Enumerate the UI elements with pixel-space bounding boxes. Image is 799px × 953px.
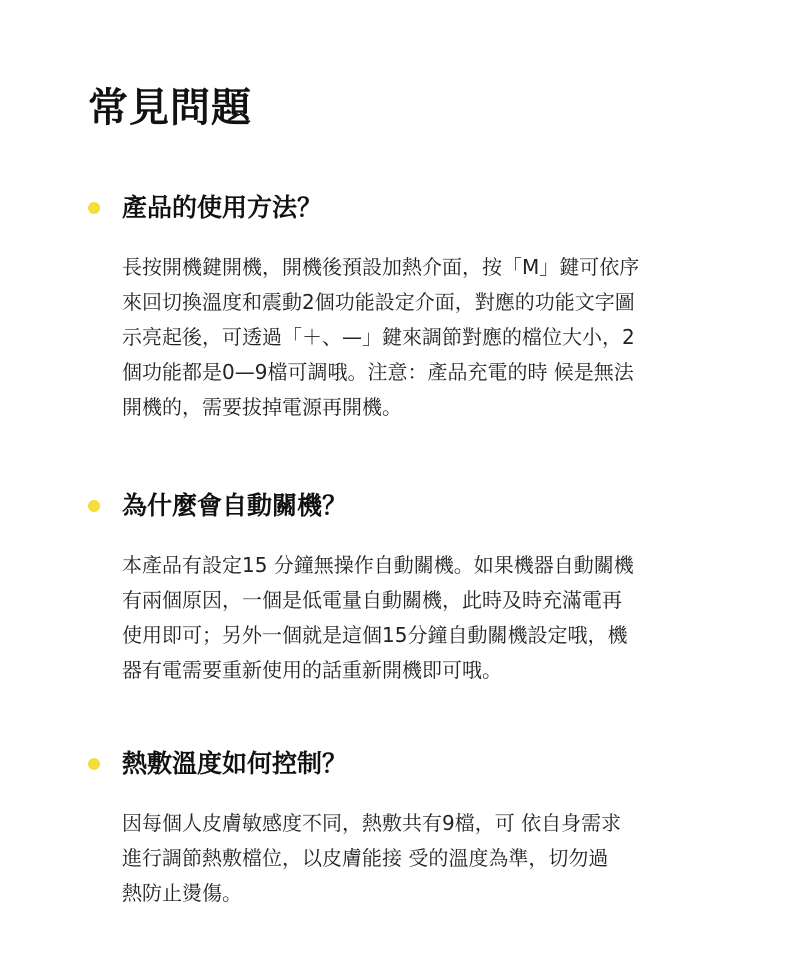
answer-line: 來回切換溫度和震動2個功能設定介面，對應的功能文字圖 (122, 290, 635, 314)
answer-line: 熱防止燙傷。 (122, 881, 242, 905)
bullet-dot-icon (88, 758, 100, 770)
faq-answer (122, 806, 712, 911)
answer-line: 器有電需要重新使用的話重新開機即可哦。 (122, 658, 502, 682)
answer-line: 使用即可；另外一個就是這個15分鐘自動關機設定哦，機 (122, 623, 628, 647)
faq-item-auto-shutdown (0, 486, 799, 682)
answer-line: 有兩個原因，一個是低電量自動關機，此時及時充滿電再 (122, 588, 622, 612)
faq-question: 產品的使用方法？ (122, 193, 323, 222)
faq-question-row (0, 188, 799, 228)
faq-item-usage (0, 188, 799, 419)
answer-line: 本產品有設定15 分鐘無操作自動關機。如果機器自動關機 (122, 553, 634, 577)
answer-line: 進行調節熱敷檔位，以皮膚能接 受的溫度為準，切勿過 (122, 846, 609, 870)
faq-answer (122, 548, 712, 688)
faq-question-row (0, 486, 799, 526)
page-title: 常見問題 (88, 85, 252, 131)
bullet-dot-icon (88, 202, 100, 214)
answer-line: 長按開機鍵開機，開機後預設加熱介面，按「M」鍵可依序 (122, 255, 640, 279)
bullet-dot-icon (88, 500, 100, 512)
answer-line: 因每個人皮膚敏感度不同，熱敷共有9檔，可 依自身需求 (122, 811, 622, 835)
faq-question: 為什麼會自動關機？ (122, 491, 348, 520)
faq-item-heat-control (0, 744, 799, 905)
answer-line: 個功能都是0—9檔可調哦。注意：產品充電的時 候是無法 (122, 360, 634, 384)
answer-line: 開機的，需要拔掉電源再開機。 (122, 395, 402, 419)
answer-line: 示亮起後，可透過「＋、—」鍵來調節對應的檔位大小，2 (122, 325, 635, 349)
faq-question: 熱敷溫度如何控制？ (122, 749, 348, 778)
faq-answer (122, 250, 712, 425)
faq-question-row (0, 744, 799, 784)
